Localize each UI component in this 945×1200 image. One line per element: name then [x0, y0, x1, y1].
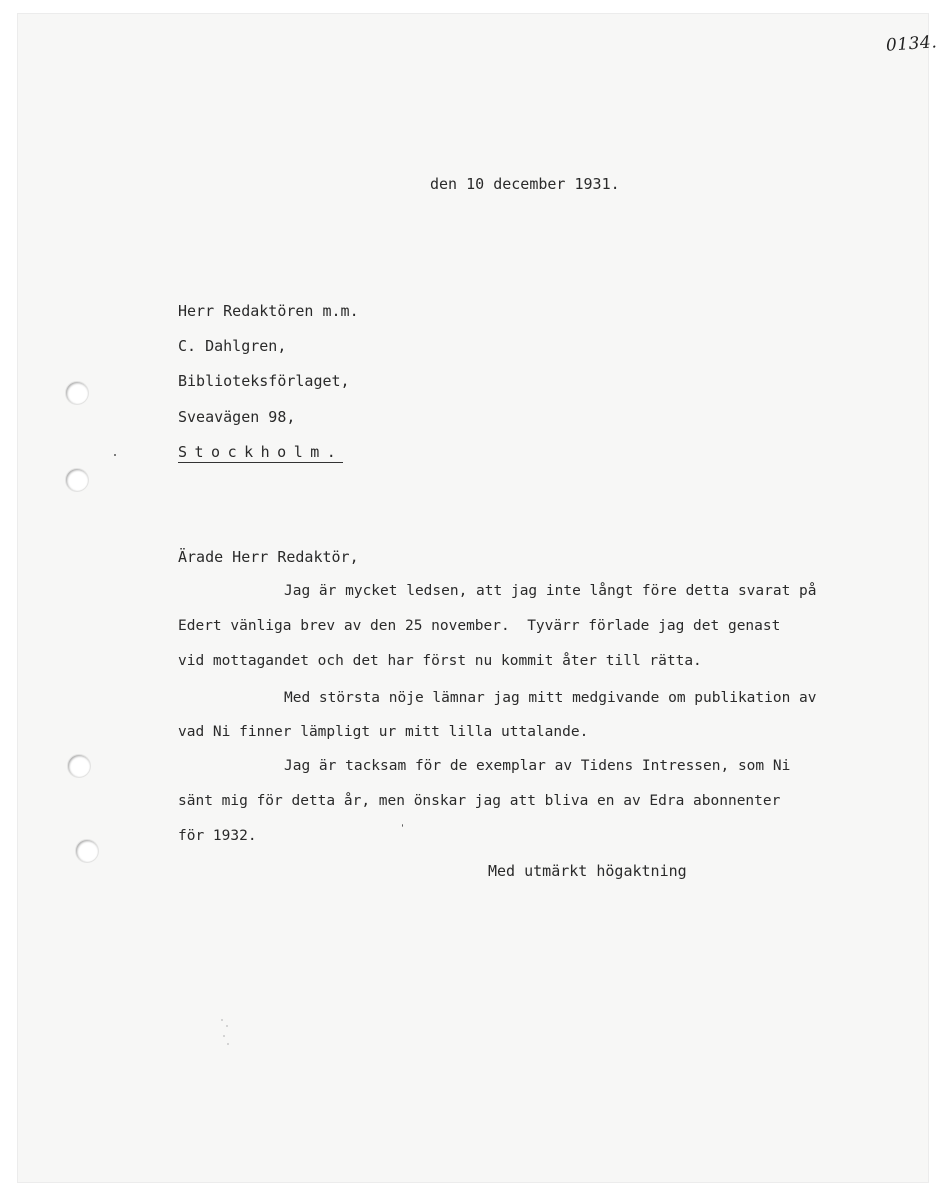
recipient-title: Herr Redaktören m.m.: [178, 302, 359, 320]
recipient-city-text: Stockholm.: [178, 443, 344, 461]
body-line: Med största nöje lämnar jag mitt medgivande om publikation av: [284, 690, 817, 706]
punch-hole: [68, 755, 90, 777]
body-line: sänt mig för detta år, men önskar jag att bliva en av Edra abonnenter: [178, 793, 781, 809]
closing: Med utmärkt högaktning: [488, 862, 687, 880]
punch-hole: [76, 840, 98, 862]
recipient-city: [178, 445, 343, 463]
archive-number: 0134.: [885, 32, 938, 56]
recipient-name: C. Dahlgren,: [178, 337, 287, 355]
recipient-organization: Biblioteksförlaget,: [178, 372, 350, 390]
punch-hole: [66, 382, 88, 404]
recipient-street: Sveavägen 98,: [178, 408, 296, 426]
punch-hole: [66, 469, 88, 491]
body-line: Jag är tacksam för de exemplar av Tidens Intressen, som Ni: [284, 758, 791, 774]
body-line: Edert vänliga brev av den 25 november. Tyvärr förlade jag det genast: [178, 618, 781, 634]
body-line: vad Ni finner lämpligt ur mitt lilla uttalande.: [178, 724, 589, 740]
paper-speck: [402, 824, 403, 827]
paper-smudge: [218, 1014, 232, 1054]
paper-speck: [114, 454, 116, 456]
salutation: Ärade Herr Redaktör,: [178, 548, 359, 566]
letter-date: den 10 december 1931.: [430, 175, 620, 193]
body-line: vid mottagandet och det har först nu kommit åter till rätta.: [178, 653, 702, 669]
letter-page: [18, 14, 938, 1182]
body-line: för 1932.: [178, 828, 257, 844]
body-line: Jag är mycket ledsen, att jag inte långt före detta svarat på: [284, 583, 817, 599]
